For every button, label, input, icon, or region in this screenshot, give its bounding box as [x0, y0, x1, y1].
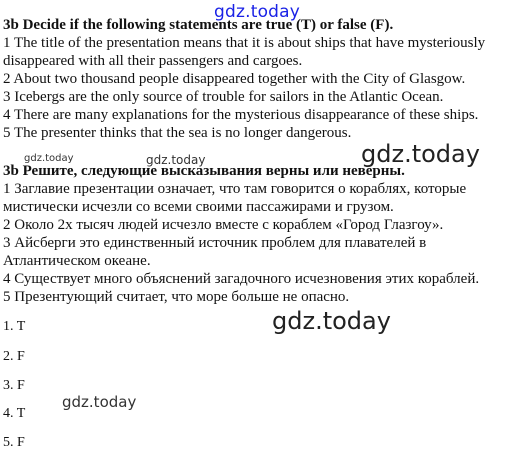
russian-line: 3 Айсберги это единственный источник проблем для плавателей в [3, 235, 427, 251]
answer-item: 1. T [3, 319, 26, 334]
russian-line: мистически исчезли со всеми своими пассажирами и грузом. [3, 199, 394, 215]
watermark-right: gdz.today [361, 140, 480, 168]
answer-item: 5. F [3, 435, 25, 450]
english-line: 2 About two thousand people disappeared together with the City of Glasgow. [3, 71, 466, 87]
russian-line: 1 Заглавие презентации означает, что там говорится о кораблях, которые [3, 181, 467, 197]
russian-line: 4 Существует много объяснений загадочного исчезновения этих кораблей. [3, 271, 480, 287]
russian-line: 5 Презентующий считает, что море больше не опасно. [3, 289, 350, 305]
english-line: 1 The title of the presentation means that it is about ships that have mysteriously [3, 35, 486, 51]
answer-item: 3. F [3, 378, 25, 393]
english-line: 5 The presenter thinks that the sea is no longer dangerous. [3, 125, 352, 141]
english-heading: 3b Decide if the following statements are true (T) or false (F). [3, 17, 394, 33]
watermark-answers: gdz.today [62, 393, 137, 411]
russian-line: 2 Около 2х тысяч людей исчезло вместе с кораблем «Город Глазгоу». [3, 217, 444, 233]
english-line: 4 There are many explanations for the mysterious disappearance of these ships. [3, 107, 479, 123]
russian-heading: 3b Решите, следующие высказывания верны или неверны. [3, 163, 405, 179]
answer-item: 2. F [3, 349, 25, 364]
english-line: disappeared with all their passengers and cargoes. [3, 53, 303, 69]
watermark-small-center: gdz.today [146, 153, 206, 167]
watermark-center: gdz.today [272, 307, 391, 335]
answer-item: 4. T [3, 406, 26, 421]
russian-line: Атлантическом океане. [3, 253, 151, 269]
english-line: 3 Icebergs are the only source of trouble for sailors in the Atlantic Ocean. [3, 89, 444, 105]
watermark-small-left: gdz.today [24, 153, 74, 164]
watermark-top: gdz.today [214, 2, 301, 22]
